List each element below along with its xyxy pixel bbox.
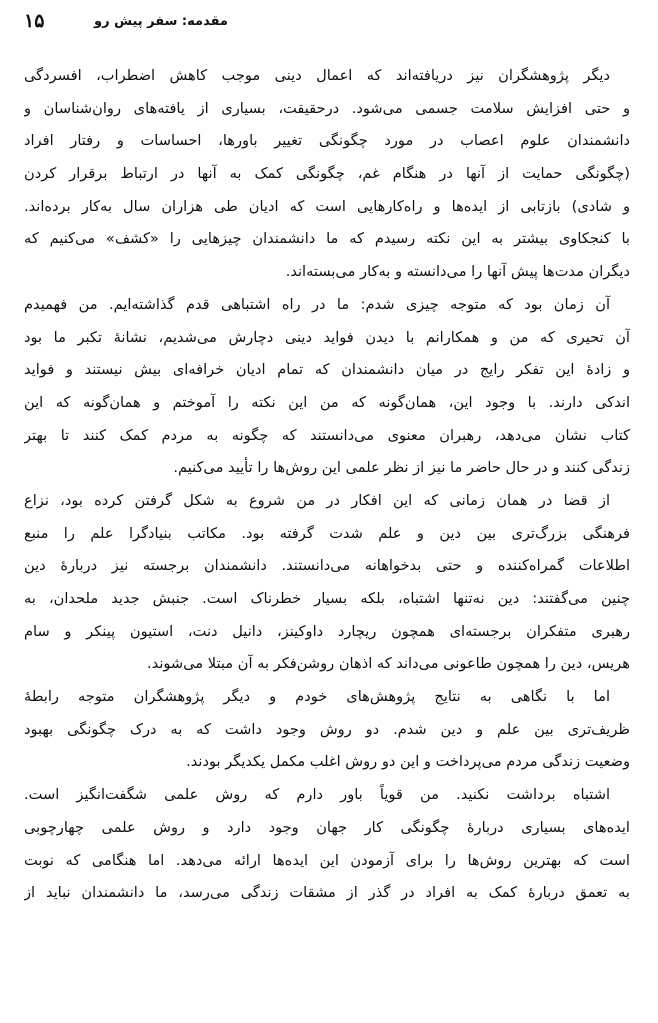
text-line: اما با نگاهی به نتایج پژوهش‌های خودم و دیگر پژوهشگران متوجه رابطهٔ [24, 688, 610, 706]
text-line: آن تحیری که من و همکارانم با دیدن فواید دینی دچارش می‌شدیم، نشانهٔ تکبر ما بود [24, 328, 630, 346]
text-line: کتاب نشان می‌دهد، رهبران معنوی می‌دانستند که چگونه به مردم کمک کنند تا بهتر [24, 426, 630, 444]
text-line: چنین می‌گفتند: دین نه‌تنها اشتباه، بلکه بسیار خطرناک است. جنبش جدید ملحدان، به [24, 590, 630, 607]
text-line: هریس، دین را همچون طاعونی می‌داند که اذهان روشن‌فکر به آن مبتلا می‌شوند. [147, 655, 630, 673]
text-line: دیگران مدت‌ها پیش آنها را می‌دانسته و به‌کار می‌بسته‌اند. [285, 263, 630, 281]
text-line: دانشمندان علوم اعصاب در مورد چگونگی تغییر باورها، احساسات و رفتار افراد [24, 132, 630, 150]
text-line: و شادی) بازتابی از ایده‌ها و راه‌کارهایی است که ادیان طی هزاران سال به‌کار برده‌اند. [24, 197, 630, 215]
text-line: ایده‌های بسیاری دربارهٔ چگونگی کار جهان وجود دارد و روش علمی چهارچوبی [24, 818, 630, 836]
text-line: اندکی دارند. با وجود این، همان‌گونه که من این نکته را آموختم و همان‌گونه که این [24, 393, 630, 411]
page-header [24, 8, 634, 38]
running-title: مقدمه: سفر پیش رو [94, 14, 228, 29]
text-line: ظریف‌تری بین علم و دین شدم. دو روش وجود داشت که به درک چگونگی بهبود [24, 720, 630, 738]
text-line: به تعمق دربارهٔ کمک به افراد در گذر از مشقات زندگی می‌رسد، ما دانشمندان نباید از [24, 884, 630, 902]
text-line: اطلاعات گمراه‌کننده و حتی بدخواهانه می‌دانستند. دانشمندان برجسته نیز دربارهٔ دین [24, 557, 630, 575]
text-line: آن زمان بود که متوجه چیزی شدم: ما در راه اشتباهی قدم گذاشته‌ایم. من فهمیدم [24, 295, 610, 313]
text-line: و زادهٔ این تفکر رایج در میان دانشمندان که تمام ادیان خرافه‌ای بیش نیستند و فواید [24, 361, 630, 379]
text-line: فرهنگی بزرگ‌تری بین دین و علم شدت گرفته بود. مکاتب بنیادگرا علم را منبع [24, 524, 630, 542]
text-line: رهبری متفکران برجسته‌ای همچون ریچارد داوکینز، دانیل دنت، استیون پینکر و سام [24, 622, 630, 640]
text-line: اشتباه برداشت نکنید. من قویاً باور دارم که روش علمی شگفت‌انگیز است. [24, 786, 610, 804]
text-line: با کنجکاوی بیشتر به این نکته رسیدم که ما دانشمندان چیزهایی را «کشف» می‌کنیم که [24, 230, 630, 248]
body-text [24, 60, 630, 910]
text-line: زندگی کنند و در حال حاضر ما نیز از نظر علمی این روش‌ها را تأیید می‌کنیم. [173, 459, 630, 477]
text-line: از قضا در همان زمانی که این افکار در من شروع به شکل گرفتن کرده بود، نزاع [24, 491, 610, 509]
text-line: است که بهترین روش‌ها را برای آزمودن این ایده‌ها ارائه می‌دهد. اما هنگامی که نوبت [24, 851, 630, 869]
text-line: (چگونگی حمایت از آنها در هنگام غم، چگونگی کمک به آنها در ارتباط برقرار کردن [24, 165, 630, 183]
text-line: دیگر پژوهشگران نیز دریافته‌اند که اعمال دینی موجب کاهش اضطراب، افسردگی [24, 67, 610, 84]
text-line: و حتی افزایش سلامت جسمی می‌شود. درحقیقت، بسیاری از یافته‌های روان‌شناسان و [24, 99, 630, 117]
text-line: وضعیت زندگی مردم می‌پرداخت و این دو روش اغلب مکمل یکدیگر بودند. [186, 753, 630, 771]
page-number: ۱۵ [24, 10, 45, 32]
